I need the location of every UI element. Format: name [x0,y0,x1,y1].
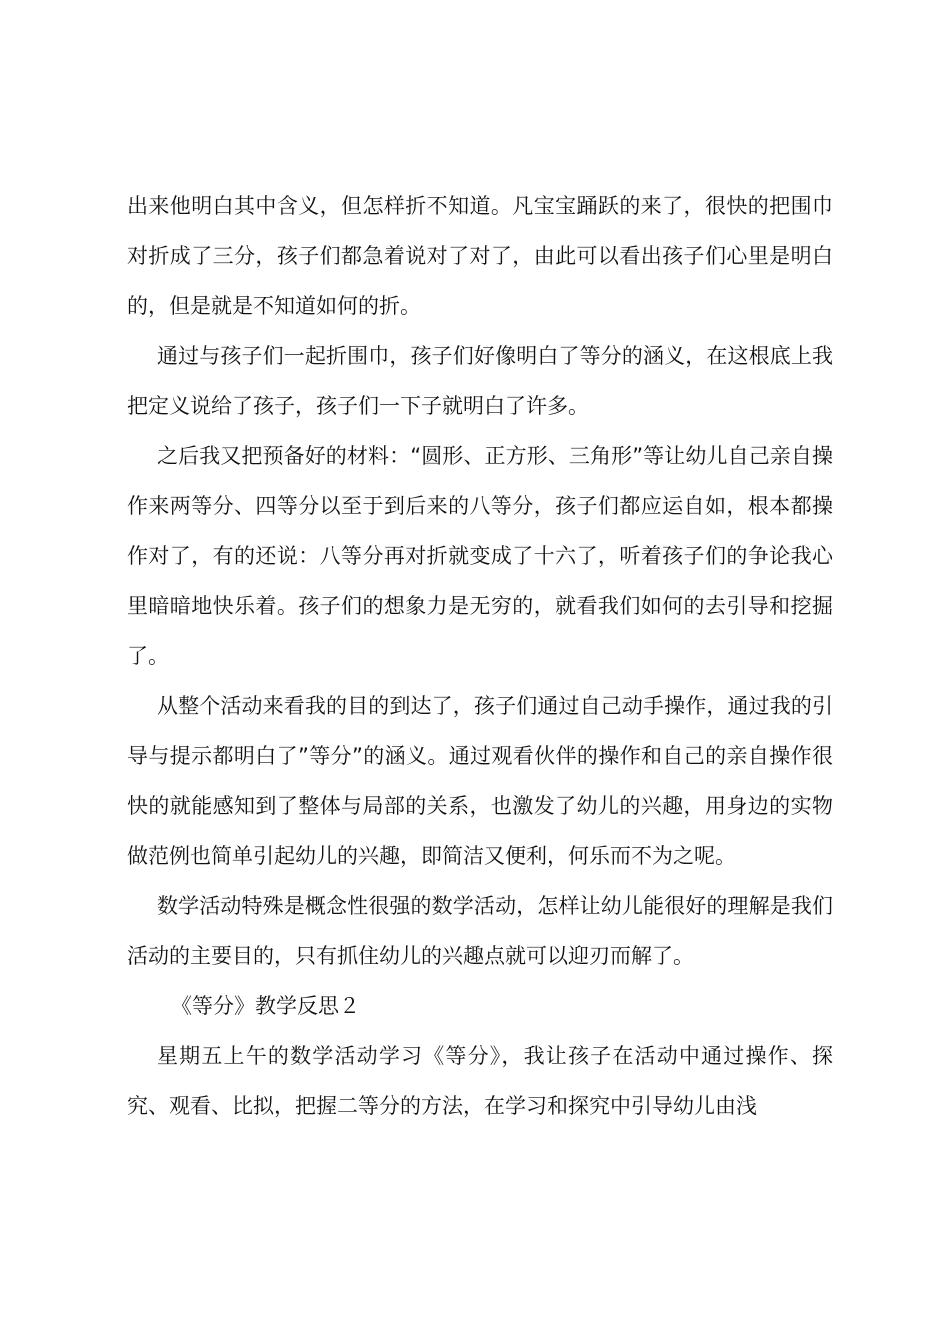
document-body [127,181,833,1131]
paragraph-activity-goal: 从整个活动来看我的目的到达了，孩子们通过自己动手操作，通过我的引导与提示都明白了”等分”的涵义。通过观看伙伴的操作和自己的亲自操作很快的就能感知到了整体与局部的关系，也激发了幼儿的兴趣，用身边的实物做范例也简单引起幼儿的兴趣，即简洁又便利，何乐而不为之呢。 [127,694,833,868]
paragraph-friday-activity: 星期五上午的数学活动学习《等分》，我让孩子在活动中通过操作、探究、观看、比拟，把握二等分的方法，在学习和探究中引导幼儿由浅 [127,1044,833,1118]
paragraph-conclusion: 数学活动特殊是概念性很强的数学活动，怎样让幼儿能很好的理解是我们活动的主要目的，只有抓住幼儿的兴趣点就可以迎刃而解了。 [127,894,833,968]
paragraph-continuation: 出来他明白其中含义，但怎样折不知道。凡宝宝踊跃的来了，很快的把围巾对折成了三分，孩子们都急着说对了对了，由此可以看出孩子们心里是明白的，但是就是不知道如何的折。 [127,194,833,318]
paragraph-folding-scarf: 通过与孩子们一起折围巾，孩子们好像明白了等分的涵义，在这根底上我把定义说给了孩子，孩子们一下子就明白了许多。 [127,344,833,418]
paragraph-materials: 之后我又把预备好的材料：“圆形、正方形、三角形”等让幼儿自己亲自操作来两等分、四等分以至于到后来的八等分，孩子们都应运自如，根本都操作对了，有的还说：八等分再对折就变成了十六了，听着孩子们的争论我心里暗暗地快乐着。孩子们的想象力是无穷的，就看我们如何的去引导和挖掘了。 [127,444,833,668]
section-heading: 《等分》教学反思２ [171,994,360,1018]
